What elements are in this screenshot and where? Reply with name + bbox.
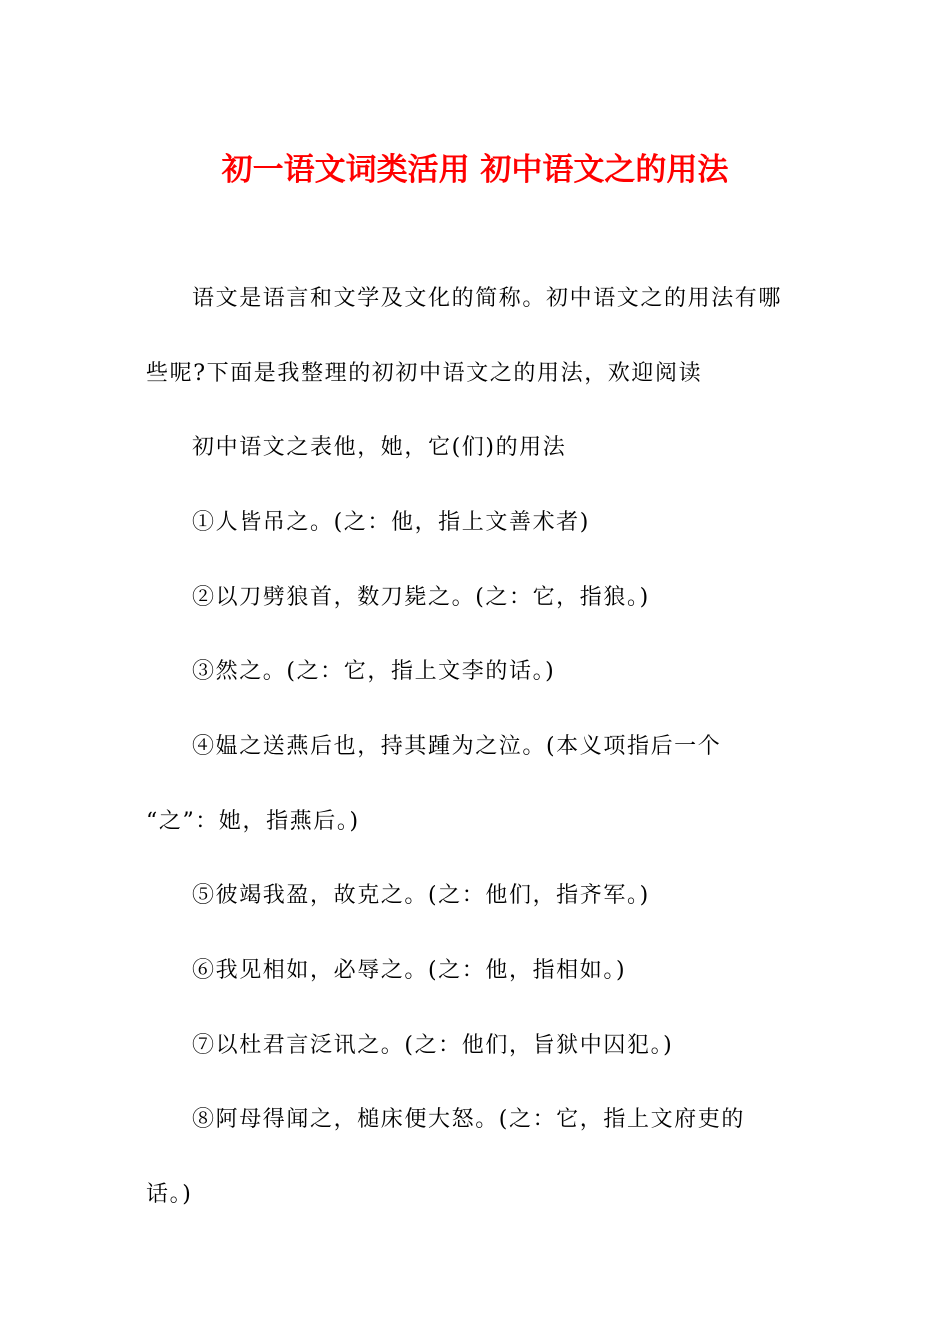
- section-heading: 初中语文之表他，她，它(们)的用法: [192, 435, 567, 460]
- document-title: 初一语文词类活用 初中语文之的用法: [221, 152, 729, 188]
- example-item-continuation: 话。): [146, 1182, 193, 1207]
- paragraph-line: 语文是语言和文学及文化的简称。初中语文之的用法有哪: [192, 286, 783, 311]
- example-item: ⑦以杜君言泛讯之。(之：他们，旨狱中囚犯。): [192, 1033, 674, 1058]
- example-item: ②以刀劈狼首，数刀毙之。(之：它，指狼。): [192, 585, 650, 610]
- example-item: ④媪之送燕后也，持其踵为之泣。(本义项指后一个: [192, 734, 722, 759]
- example-item-continuation: “之”：她，指燕后。): [146, 809, 360, 834]
- example-item: ⑥我见相如，必辱之。(之：他，指相如。): [192, 958, 627, 983]
- paragraph-line: 些呢?下面是我整理的初初中语文之的用法，欢迎阅读: [146, 361, 703, 386]
- example-item: ①人皆吊之。(之：他，指上文善术者): [192, 510, 590, 535]
- example-item: ⑤彼竭我盈，故克之。(之：他们，指齐军。): [192, 883, 650, 908]
- example-item: ⑧阿母得闻之，槌床便大怒。(之：它，指上文府吏的: [192, 1107, 745, 1132]
- example-item: ③然之。(之：它，指上文李的话。): [192, 659, 556, 684]
